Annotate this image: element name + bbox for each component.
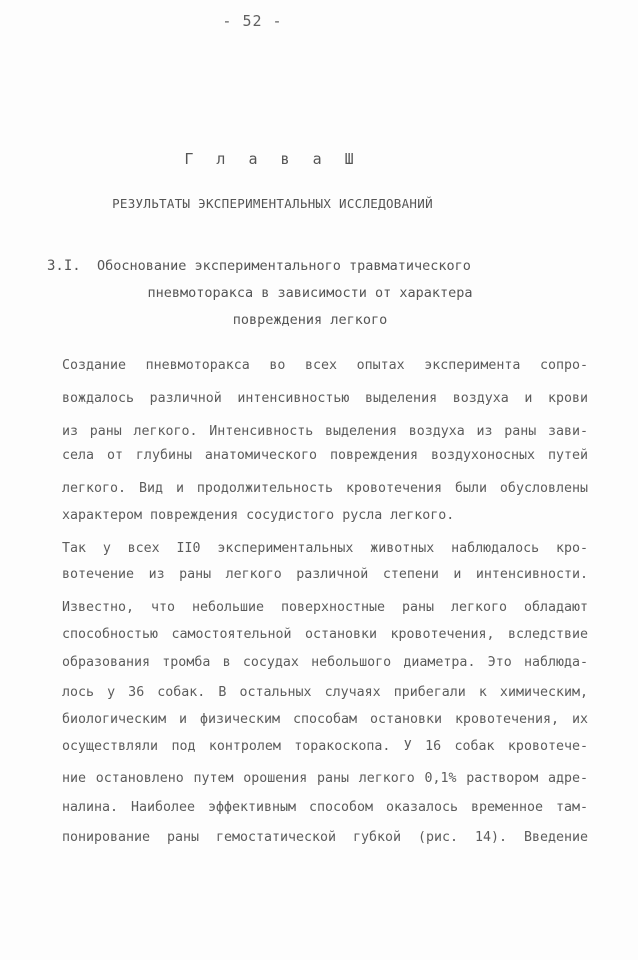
body-text-line: легкого. Вид и продолжительность кровотечения были обусловлены <box>62 481 588 496</box>
body-text-line: вождалось различной интенсивностью выделения воздуха и крови <box>62 391 588 406</box>
section-title-line: Обоснование экспериментального травматического <box>97 258 471 274</box>
body-text-line: Так у всех II0 экспериментальных животных наблюдалось кро- <box>62 541 588 556</box>
body-text-line: вотечение из раны легкого различной степени и интенсивности. <box>62 567 588 582</box>
body-text-line: осуществляли под контролем торакоскопа. У 16 собак кровотече- <box>62 739 588 754</box>
section-title-line: пневмоторакса в зависимости от характера <box>147 285 473 301</box>
body-text-line: Создание пневмоторакса во всех опытах эксперимента сопро- <box>62 358 588 373</box>
section-title-line: повреждения легкого <box>232 312 388 328</box>
body-text-line: образования тромба в сосудах небольшого диаметра. Это наблюда- <box>62 655 588 670</box>
body-text-line: села от глубины анатомического повреждения воздухоносных путей <box>62 448 588 463</box>
body-text-line: налина. Наиболее эффективным способом оказалось временное там- <box>62 800 588 815</box>
body-text-line: лось у 36 собак. В остальных случаях прибегали к химическим, <box>62 685 588 700</box>
body-text-line: понирование раны гемостатической губкой (рис. 14). Введение <box>62 830 588 845</box>
chapter-label: Г л а в а Ш <box>184 150 361 168</box>
body-text-line: из раны легкого. Интенсивность выделения воздуха из раны зави- <box>62 424 588 439</box>
body-text-line: характером повреждения сосудистого русла легкого. <box>62 508 455 523</box>
page-number: - 52 - <box>222 12 283 30</box>
section-number: 3.I. <box>47 258 81 274</box>
body-text-line: ние остановлено путем орошения раны легкого 0,1% раствором адре- <box>62 771 588 786</box>
body-text-line: биологическим и физическим способам остановки кровотечения, их <box>62 712 588 727</box>
chapter-title: РЕЗУЛЬТАТЫ ЭКСПЕРИМЕНТАЛЬНЫХ ИССЛЕДОВАНИЙ <box>112 196 433 211</box>
body-text-line: Известно, что небольшие поверхностные раны легкого обладают <box>62 600 588 615</box>
body-text-line: способностью самостоятельной остановки кровотечения, вследствие <box>62 627 588 642</box>
